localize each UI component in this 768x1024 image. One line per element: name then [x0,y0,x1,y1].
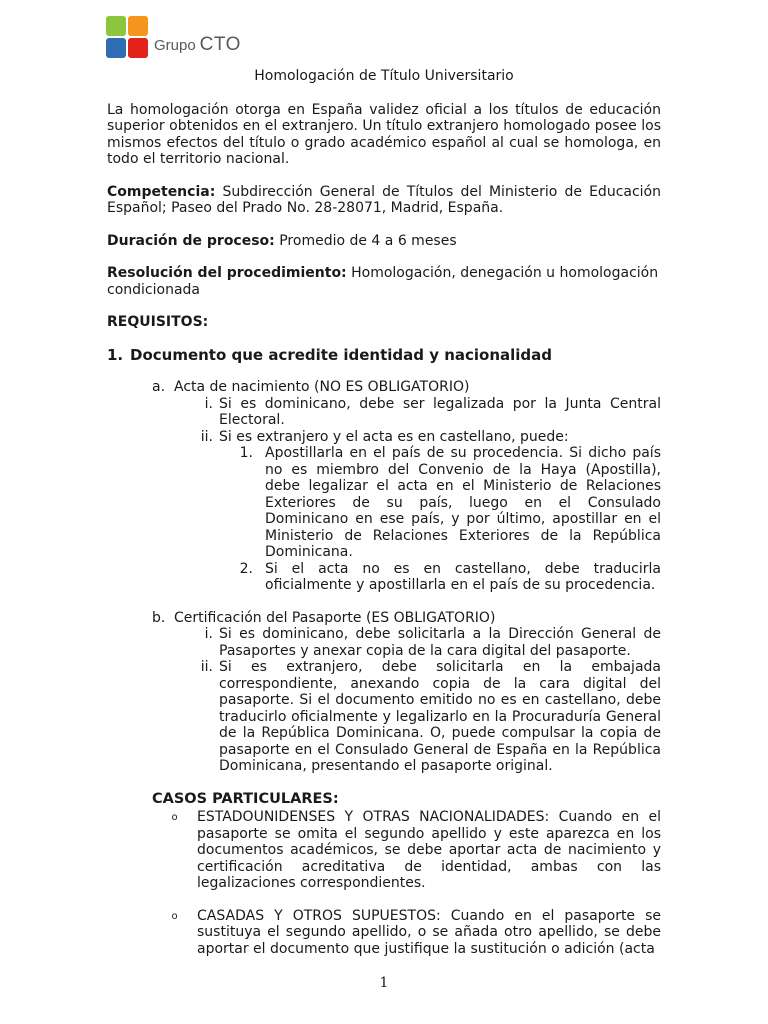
item-b-i-marker: i. [204,626,213,642]
document-body [107,68,661,957]
item-b-marker: b. [152,609,166,626]
item-b-ii-text: Si es extranjero, debe solicitarla en la embajada correspondiente, anexando copia de la cara digital del pasaporte. Si el documento emitido no es en castellano, debe traducirlo oficialmente y legalizarlo en la Procuraduría General de la República Dominicana. O, puede compulsar la copia de pasaporte en el Consulado General de España en la República Dominicana, presentando el pasaporte original. [219,659,661,774]
bullet-circle-icon: o [171,910,178,922]
item-b-i [152,626,661,659]
item-a-ii-text: Si es extranjero y el acta es en castellano, puede: [219,428,569,445]
item-a-marker: a. [152,379,166,395]
item-b-ii-marker: ii. [200,659,213,675]
competencia-label: Competencia: [107,183,216,200]
resolucion-text: Homologación, denegación u homologación condicionada [107,265,659,298]
logo-word-cto: CTO [199,34,241,55]
item-a-ii-1-text: Apostillarla en el país de su procedencia. Si dicho país no es miembro del Convenio de la Haya (Apostilla), debe legalizar el acta en el Ministerio de Relaciones Exteriores de su país, luego en el Consulado Dominicano en ese país, y por último, apostillar en el Ministerio de Relaciones Exteriores de la República Dominicana. [265,445,661,560]
bullet-circle-icon: o [171,812,178,823]
grupo-cto-logo [106,16,241,58]
item-a-i-marker: i. [204,395,213,412]
resolucion-label: Resolución del procedimiento: [107,265,347,281]
item-b-ii [152,659,661,775]
item-a-ii-2 [219,561,661,594]
logo-text [154,34,241,56]
logo-mark-icon [106,16,148,58]
section-1-heading [107,347,661,364]
intro-paragraph: La homologación otorga en España validez oficial a los títulos de educación superior obtenidos en el extranjero. Un título extranjero homologado posee los mismos efectos del título o grado académico español al cual se homologa, en todo el territorio nacional. [107,101,661,167]
page-number: 1 [379,975,389,991]
requisitos-heading: REQUISITOS: [107,314,209,330]
competencia-text: Subdirección General de Títulos del Ministerio de Educación Español; Paseo del Prado No. 28-28071, Madrid, España. [107,183,661,216]
item-b-i-text: Si es dominicano, debe solicitarla a la Dirección General de Pasaportes y anexar copia de la cara digital del pasaporte. [219,626,661,659]
logo-square-blue [106,38,126,58]
item-b-text: Certificación del Pasaporte (ES OBLIGATORIO) [174,609,496,626]
resolucion-paragraph [107,265,661,298]
item-a-ii [152,429,661,446]
logo-square-red [128,38,148,58]
logo-word-grupo: Grupo [154,37,196,54]
item-a-ii-2-marker: 2. [239,560,253,577]
document-title: Homologación de Título Universitario [254,68,514,84]
item-b [152,610,661,627]
caso-item [152,809,661,892]
section-1-number: 1. [107,345,124,364]
logo-square-orange [128,16,148,36]
logo-square-green [106,16,126,36]
duracion-text: Promedio de 4 a 6 meses [274,232,457,249]
duracion-label: Duración de proceso: [107,232,275,249]
caso-text-estadounidenses: ESTADOUNIDENSES Y OTRAS NACIONALIDADES: Cuando en el pasaporte se omita el segundo apellido y este aparezca en los documentos académicos, se debe aportar acta de nacimiento y certificación acreditativa de identidad, ambas con las legalizaciones correspondientes. [197,809,661,891]
casos-particulares-heading: CASOS PARTICULARES: [152,790,339,807]
duracion-paragraph [107,233,661,250]
item-a-ii-2-text: Si el acta no es en castellano, debe traducirla oficialmente y apostillarla en el país de su procedencia. [265,560,661,593]
item-a-i [152,396,661,429]
caso-item [152,908,661,958]
item-a-ii-1 [219,445,661,561]
item-a-text: Acta de nacimiento (NO ES OBLIGATORIO) [174,379,470,395]
competencia-paragraph [107,184,661,217]
section-1-title: Documento que acredite identidad y nacionalidad [130,345,553,364]
item-a [152,379,661,396]
item-a-ii-1-marker: 1. [239,445,253,461]
item-a-i-text: Si es dominicano, debe ser legalizada por la Junta Central Electoral. [219,395,661,428]
caso-text-casadas: CASADAS Y OTROS SUPUESTOS: Cuando en el pasaporte se sustituya el segundo apellido, o se añada otro apellido, se debe aportar el documento que justifique la sustitución o adición (acta [197,907,661,957]
item-a-ii-marker: ii. [200,428,213,445]
